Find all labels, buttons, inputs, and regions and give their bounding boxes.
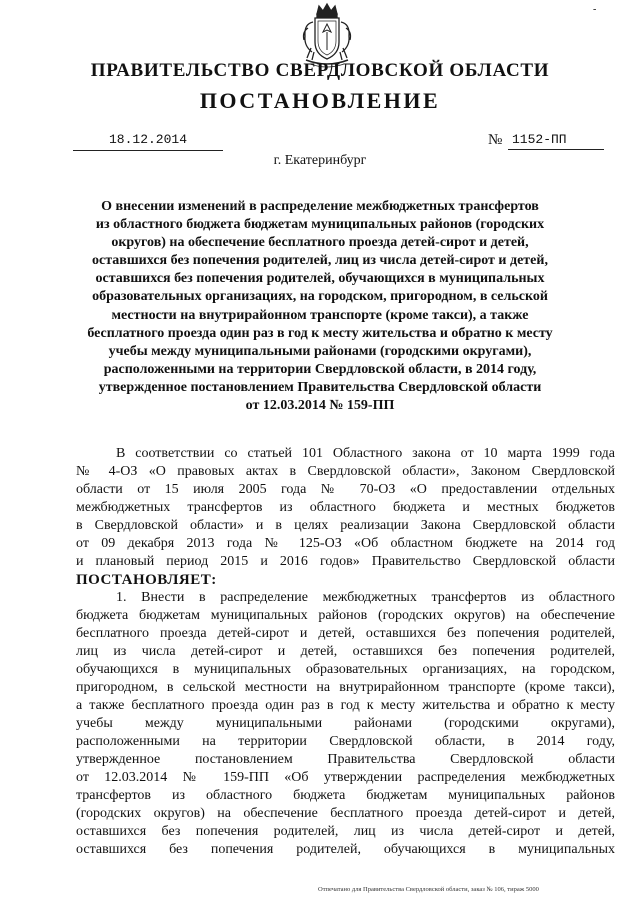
preamble-paragraph (76, 445, 615, 571)
document-date: 18.12.2014 (73, 132, 223, 151)
title-line: учебы между муниципальными районами (городскими округами), (108, 343, 532, 359)
body-line: оставшихся без попечения родителей, лиц из числа детей-сирот и детей, (76, 824, 615, 839)
document-title (82, 198, 558, 415)
item-1-paragraph (76, 589, 615, 859)
title-line: О внесении изменений в распределение межбюджетных трансфертов (101, 199, 539, 214)
body-line: бесплатного проезда детей-сирот и детей, оставшихся без попечения родителей, (76, 626, 615, 641)
body-line: лиц из числа детей-сирот и детей, оставшихся без попечения родителей, (76, 644, 615, 659)
body-line: и плановый период 2015 и 2016 годов» Правительство Свердловской области (76, 554, 615, 569)
body-line: а также бесплатного проезда один раз в год к месту жительства и обратно к месту (76, 698, 615, 713)
city: г. Екатеринбург (273, 153, 367, 168)
body-line: учебы между муниципальными районами (городскими округами), (76, 716, 615, 731)
number-sign: № (488, 132, 503, 148)
body-line: области от 15 июля 2005 года № 70-ОЗ «О предоставлении отдельных (76, 482, 615, 497)
title-line: из областного бюджета бюджетам муниципальных районов (городских (95, 217, 545, 233)
document-body (76, 445, 615, 859)
title-line: от 12.03.2014 № 159-ПП (245, 398, 395, 414)
body-line: (городских округов) на обеспечение бесплатного проезда детей-сирот и детей, (76, 806, 615, 821)
corner-mark: - (593, 4, 597, 15)
title-line: бесплатного проезда один раз в год к месту жительства и обратно к месту (87, 325, 553, 341)
title-line: округов) на обеспечение бесплатного проезда детей-сирот и детей, (111, 235, 529, 251)
title-line: утвержденное постановлением Правительства Свердловской области (98, 379, 542, 395)
body-line: расположенными на территории Свердловской области, в 2014 году, (76, 734, 615, 749)
title-line: оставшихся без попечения родителей, лиц из числа детей-сирот и детей, (92, 253, 548, 269)
body-line: 1. Внести в распределение межбюджетных трансфертов из областного (116, 590, 615, 605)
title-line: образовательных организациях, на городском, пригородном, в сельской (92, 289, 548, 305)
body-line: № 4-ОЗ «О правовых актах в Свердловской области», Законом Свердловской (76, 464, 615, 479)
body-line: бюджета бюджетам муниципальных районов (городских округов) на обеспечение (76, 608, 615, 623)
organization-name: ПРАВИТЕЛЬСТВО СВЕРДЛОВСКОЙ ОБЛАСТИ (90, 60, 550, 81)
print-imprint: Отпечатано для Правительства Свердловской области, заказ № 106, тираж 5000 (318, 886, 539, 893)
title-line: оставшихся без попечения родителей, обучающихся в муниципальных (95, 271, 545, 287)
body-line: трансфертов из областного бюджета бюджетам муниципальных районов (76, 788, 615, 803)
document-number: 1152-ПП (508, 132, 604, 150)
body-line: В соответствии со статьей 101 Областного закона от 10 марта 1999 года (116, 446, 615, 461)
body-line: от 12.03.2014 № 159-ПП «Об утверждении распределения межбюджетных (76, 770, 615, 785)
title-line: местности на внутрирайонном транспорте (кроме такси), а также (111, 307, 529, 323)
body-line: от 09 декабря 2013 года № 125-ОЗ «Об областном бюджете на 2014 год (76, 536, 615, 551)
body-line: обучающихся в муниципальных образовательных организациях, на городском, (76, 662, 615, 677)
title-line: расположенными на территории Свердловской области, в 2014 году, (103, 361, 537, 377)
body-line: оставшихся без попечения родителей, обучающихся в муниципальных (76, 842, 615, 857)
document-type: ПОСТАНОВЛЕНИЕ (199, 88, 441, 113)
decree-keyword: ПОСТАНОВЛЯЕТ: (76, 572, 217, 588)
body-line: пригородном, в сельской местности на внутрирайонном транспорте (кроме такси), (76, 680, 615, 695)
body-line: утвержденное постановлением Правительства Свердловской области (76, 752, 615, 767)
body-line: межбюджетных трансфертов из областного бюджета и местных бюджетов (76, 500, 615, 515)
body-line: в Свердловской области» и в целях реализации Закона Свердловской области (76, 518, 615, 533)
